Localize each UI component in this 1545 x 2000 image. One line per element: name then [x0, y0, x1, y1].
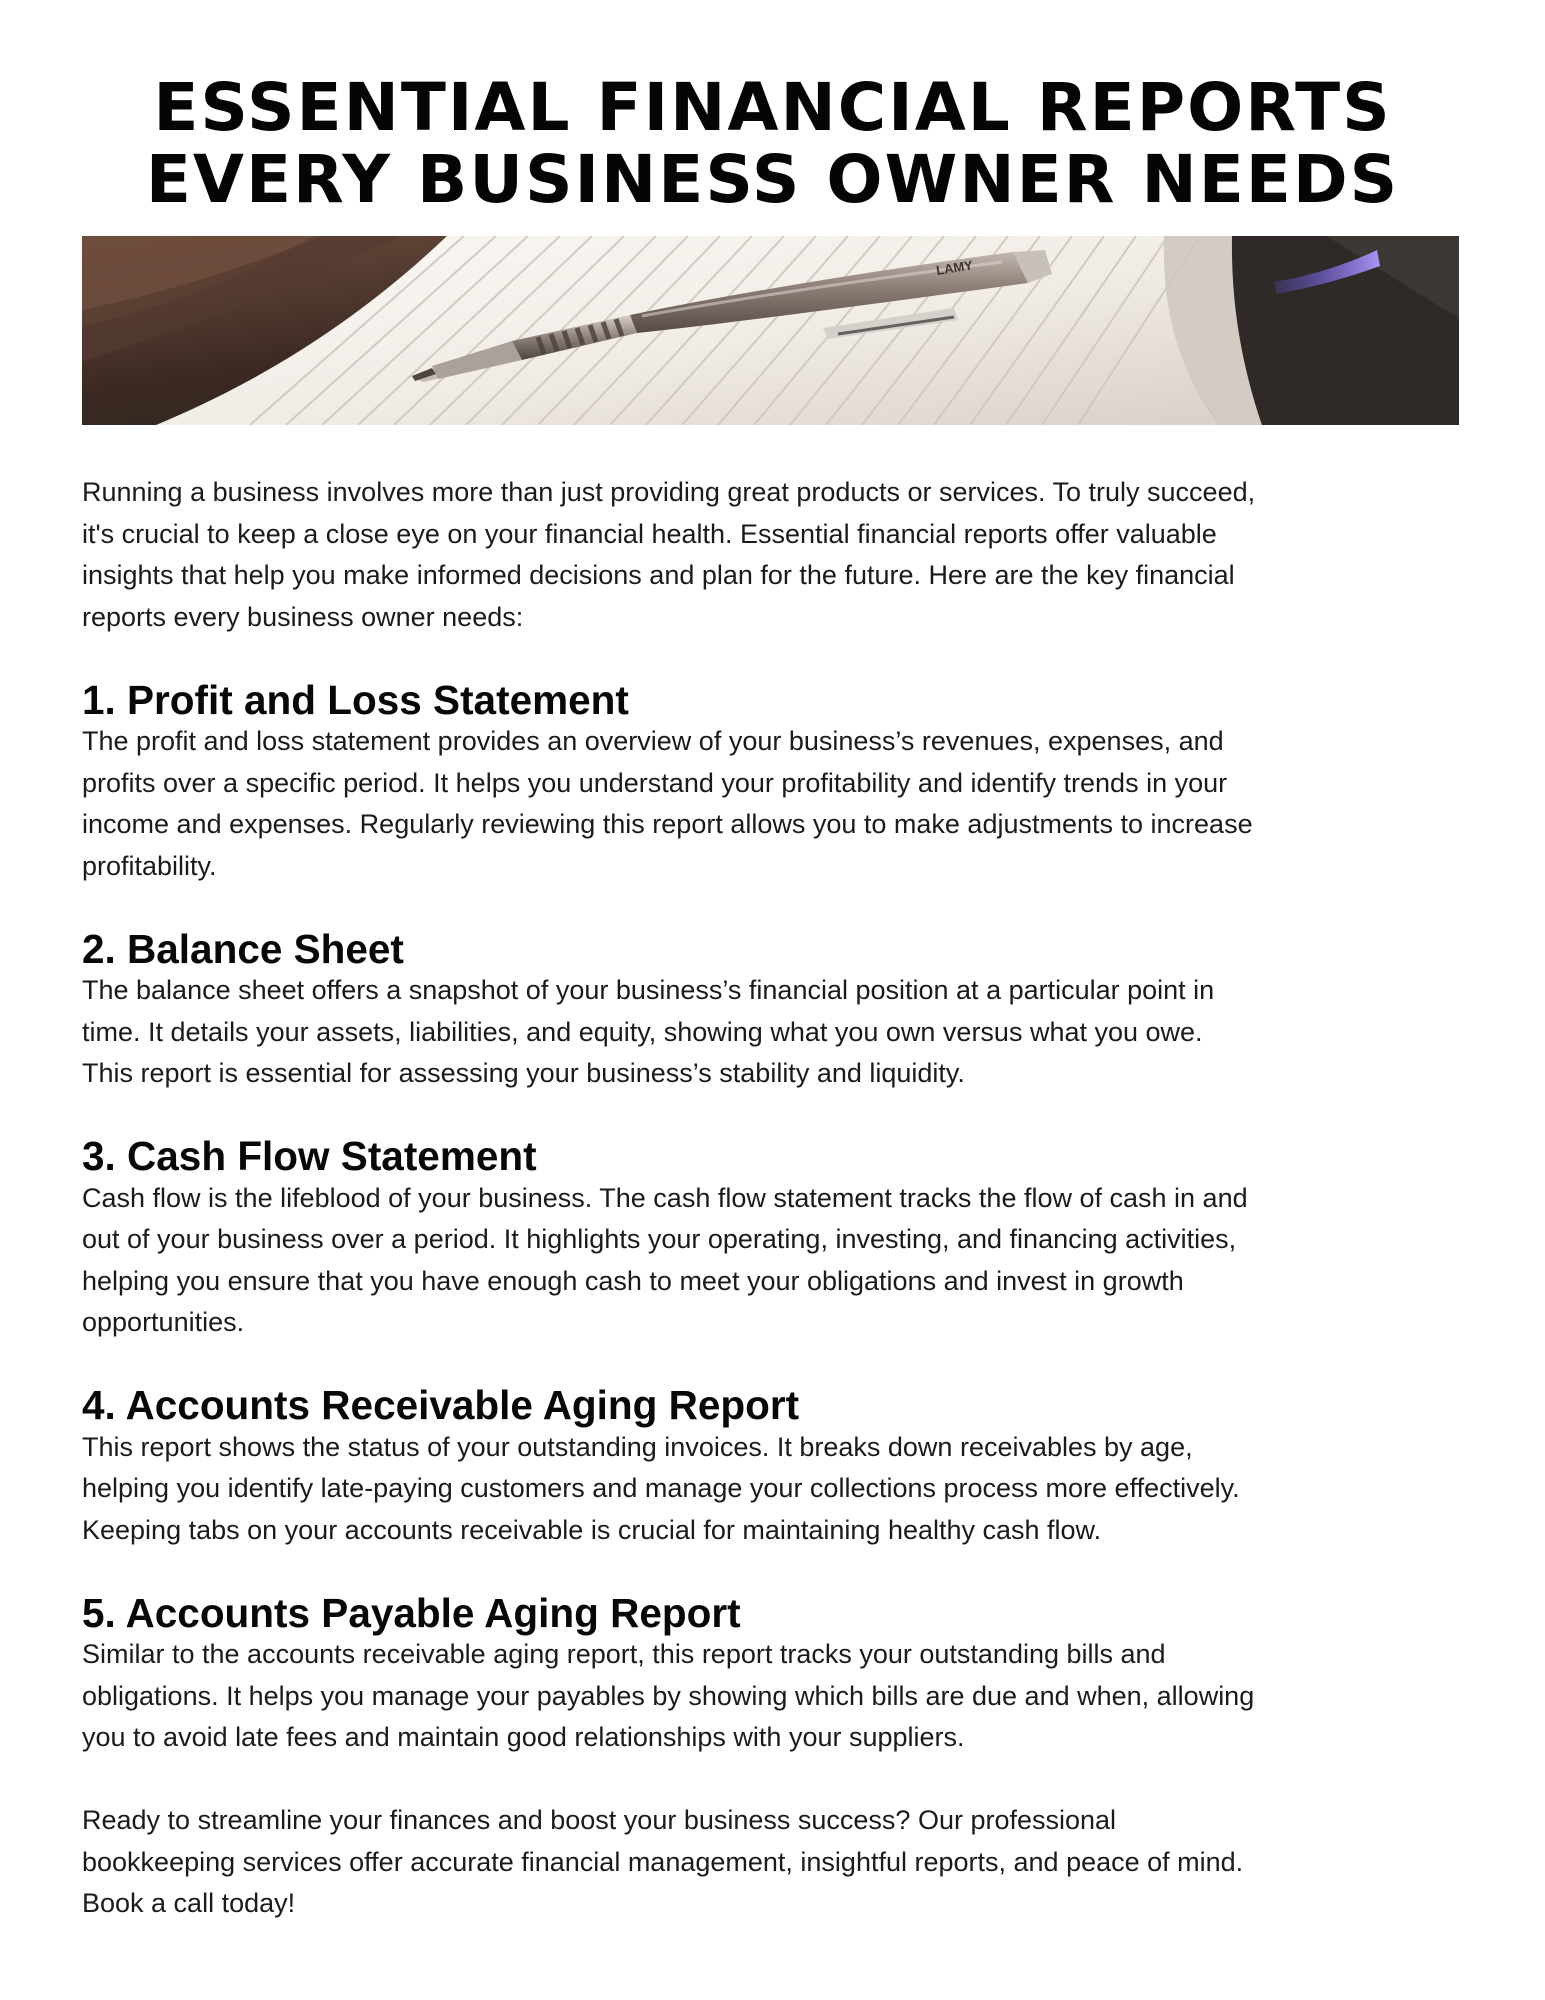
balance-sheet-line-2: time. It details your assets, liabilities, and equity, showing what you own versus what you owe.: [82, 1016, 1203, 1047]
closing-line-1: Ready to streamline your finances and boost your business success? Our professional: [82, 1805, 1117, 1835]
balance-sheet-line-1: The balance sheet offers a snapshot of your business’s financial position at a particular point in: [82, 975, 1215, 1005]
profit-loss-paragraph: [82, 721, 1467, 887]
section-heading-balance-sheet: 2. Balance Sheet: [82, 925, 404, 972]
closing-line-2: bookkeeping services offer accurate financial management, insightful reports, and peace of mind.: [82, 1846, 1244, 1877]
page-title: [0, 69, 1545, 218]
intro-line-2: it's crucial to keep a close eye on your financial health. Essential financial reports offer valuable: [82, 518, 1217, 549]
receivable-aging-line-2: helping you identify late-paying customers and manage your collections process more effectively.: [82, 1473, 1240, 1503]
profit-loss-line-3: income and expenses. Regularly reviewing this report allows you to make adjustments to increase: [82, 809, 1253, 839]
section-heading-cash-flow: 3. Cash Flow Statement: [82, 1133, 537, 1179]
pen-notebook-illustration: [82, 236, 1459, 425]
section-heading-profit-loss: 1. Profit and Loss Statement: [82, 676, 629, 723]
title-line-2: EVERY BUSINESS OWNER NEEDS: [145, 141, 1400, 218]
payable-aging-line-2: obligations. It helps you manage your payables by showing which bills are due and when, allowing: [82, 1680, 1255, 1711]
profit-loss-line-2: profits over a specific period. It helps you understand your profitability and identify trends in your: [82, 767, 1228, 798]
cash-flow-line-3: helping you ensure that you have enough cash to meet your obligations and invest in growth: [82, 1265, 1184, 1296]
closing-line-3: Book a call today!: [82, 1888, 296, 1918]
cash-flow-line-1: Cash flow is the lifeblood of your business. The cash flow statement tracks the flow of cash in and: [82, 1182, 1248, 1213]
receivable-aging-section: [82, 1382, 1467, 1551]
profit-loss-section: [82, 676, 1467, 888]
receivable-aging-line-1: This report shows the status of your outstanding invoices. It breaks down receivables by age,: [82, 1431, 1193, 1462]
section-heading-payable-aging: 5. Accounts Payable Aging Report: [82, 1589, 741, 1636]
cash-flow-section: [82, 1133, 1467, 1344]
cash-flow-line-4: opportunities.: [82, 1307, 245, 1337]
section-heading-receivable-aging: 4. Accounts Receivable Aging Report: [82, 1382, 800, 1428]
balance-sheet-section: [82, 925, 1467, 1095]
payable-aging-line-1: Similar to the accounts receivable aging report, this report tracks your outstanding bills and: [82, 1639, 1166, 1669]
profit-loss-line-1: The profit and loss statement provides an overview of your business’s revenues, expenses, and: [82, 726, 1224, 756]
pen-brand-mark: LAMY: [935, 257, 974, 278]
payable-aging-line-3: you to avoid late fees and maintain good relationships with your suppliers.: [82, 1722, 965, 1752]
cash-flow-paragraph: [82, 1178, 1467, 1344]
payable-aging-paragraph: [82, 1634, 1467, 1759]
receivable-aging-paragraph: [82, 1427, 1467, 1552]
balance-sheet-line-3: This report is essential for assessing your business’s stability and liquidity.: [82, 1058, 965, 1088]
profit-loss-line-4: profitability.: [82, 850, 217, 881]
intro-line-1: Running a business involves more than just providing great products or services. To truly succeed,: [82, 477, 1256, 507]
intro-line-3: insights that help you make informed decisions and plan for the future. Here are the key financial: [82, 560, 1235, 590]
title-line-1: ESSENTIAL FINANCIAL REPORTS: [153, 69, 1392, 146]
receivable-aging-line-3: Keeping tabs on your accounts receivable is crucial for maintaining healthy cash flow.: [82, 1514, 1102, 1545]
article-body: [82, 472, 1467, 1966]
cash-flow-line-2: out of your business over a period. It highlights your operating, investing, and financing activities,: [82, 1224, 1237, 1254]
hero-image: [82, 236, 1459, 425]
intro-paragraph: [82, 472, 1467, 638]
payable-aging-section: [82, 1589, 1467, 1759]
closing-paragraph: [82, 1800, 1467, 1925]
balance-sheet-paragraph: [82, 970, 1467, 1095]
intro-line-4: reports every business owner needs:: [82, 601, 524, 632]
